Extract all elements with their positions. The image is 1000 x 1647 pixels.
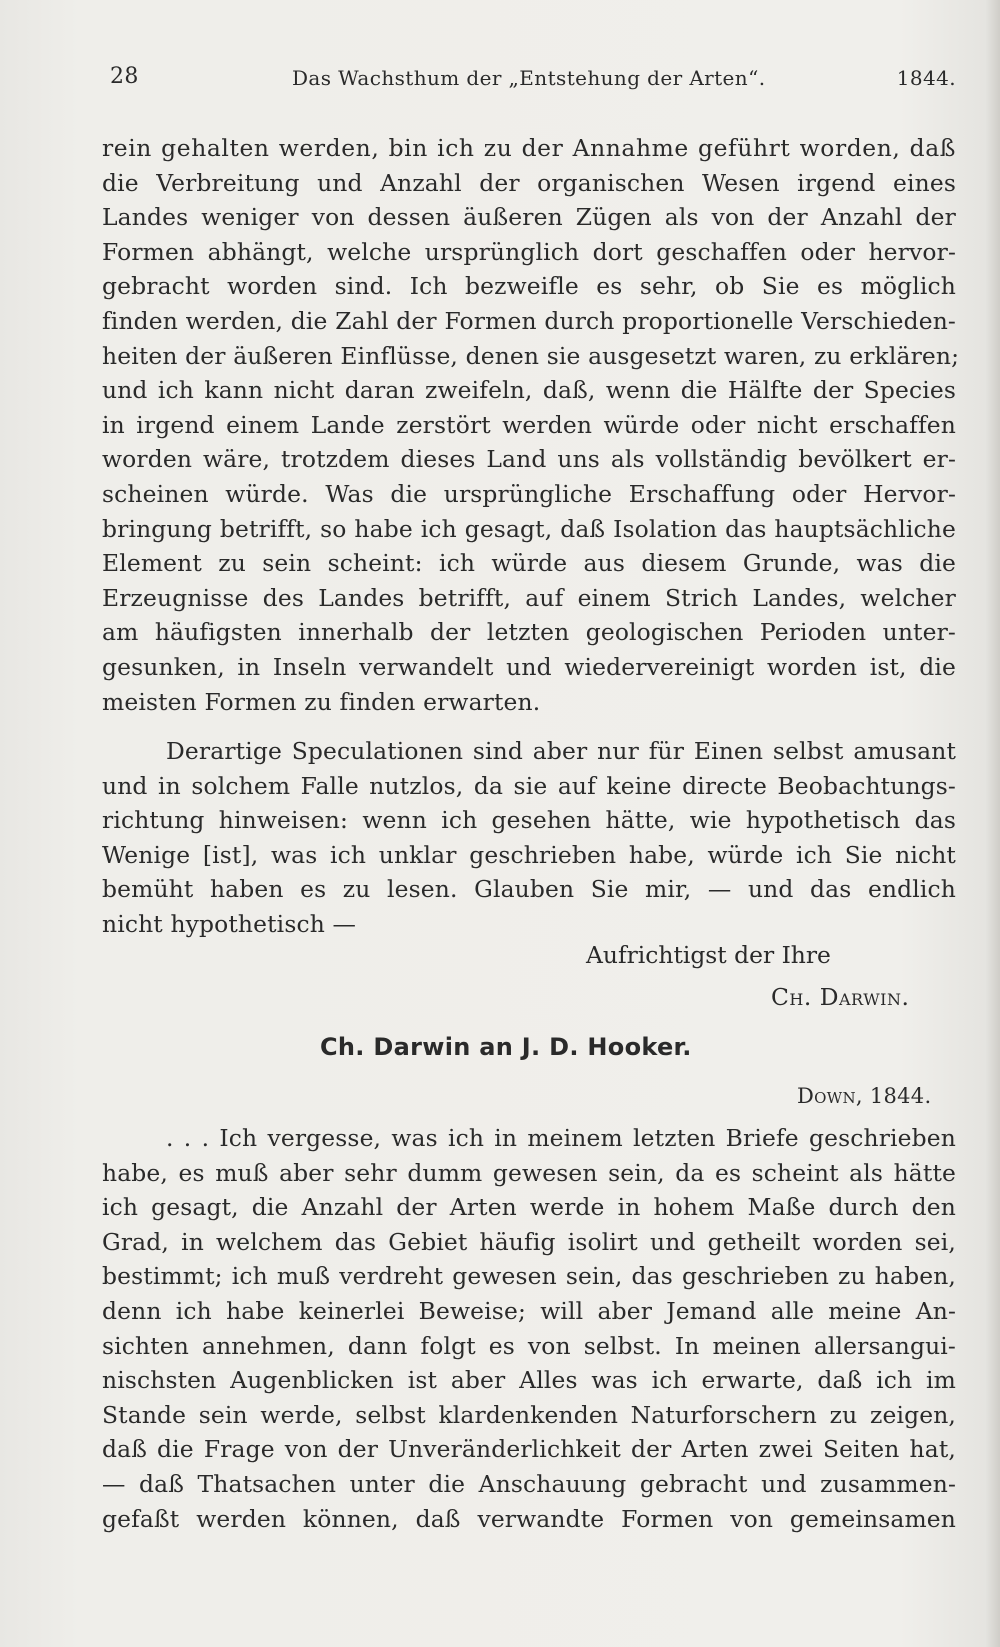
text-line: bringung betrifft, so habe ich gesagt, daß Isolation das hauptsächliche — [102, 514, 956, 543]
letter-body — [102, 1121, 956, 1536]
text-line: gesunken, in Inseln verwandelt und wiedervereinigt worden ist, die — [102, 652, 956, 681]
running-title: Das Wachsthum der „Entstehung der Arten“. — [292, 66, 766, 90]
letter-heading: Ch. Darwin an J. D. Hooker. — [320, 1033, 692, 1061]
letter-place-date: Down, 1844. — [797, 1084, 932, 1108]
text-line: habe, es muß aber sehr dumm gewesen sein, da es scheint als hätte — [102, 1158, 956, 1187]
text-line: gefaßt werden können, daß verwandte Formen von gemeinsamen — [102, 1504, 956, 1533]
text-line: ich gesagt, die Anzahl der Arten werde in hohem Maße durch den — [102, 1193, 956, 1222]
text-line: Element zu sein scheint: ich würde aus diesem Grunde, was die — [102, 549, 956, 578]
page-number: 28 — [110, 64, 139, 89]
text-line: bestimmt; ich muß verdreht gewesen sein, das geschrieben zu haben, — [102, 1262, 956, 1291]
text-line: am häufigsten innerhalb der letzten geologischen Perioden unter- — [102, 618, 956, 647]
text-line: worden wäre, trotzdem dieses Land uns als vollständig bevölkert er- — [102, 445, 956, 474]
text-line: meisten Formen zu finden erwarten. — [102, 687, 541, 716]
text-line: in irgend einem Lande zerstört werden würde oder nicht erschaffen — [102, 410, 956, 439]
text-line: nischsten Augenblicken ist aber Alles was ich erwarte, daß ich im — [102, 1366, 956, 1395]
running-header — [108, 60, 960, 100]
text-line: und in solchem Falle nutzlos, da sie auf keine directe Beobachtungs- — [102, 771, 956, 800]
text-line: Stande sein werde, selbst klardenkenden Naturforschern zu zeigen, — [102, 1400, 956, 1429]
text-line: denn ich habe keinerlei Beweise; will aber Jemand alle meine An- — [102, 1296, 956, 1325]
text-line: heiten der äußeren Einflüsse, denen sie ausgesetzt waren, zu erklären; — [102, 341, 960, 370]
text-line: bemüht haben es zu lesen. Glauben Sie mir, — und das endlich — [102, 875, 956, 904]
text-line: gebracht worden sind. Ich bezweifle es sehr, ob Sie es möglich — [102, 272, 956, 301]
text-line: — daß Thatsachen unter die Anschauung gebracht und zusammen- — [102, 1469, 956, 1498]
text-line: scheinen würde. Was die ursprüngliche Erschaffung oder Hervor- — [102, 479, 956, 508]
text-line: . . . Ich vergesse, was ich in meinem letzten Briefe geschrieben — [166, 1124, 956, 1152]
text-line: Wenige [ist], was ich unklar geschrieben habe, würde ich Sie nicht — [102, 840, 956, 869]
text-line: nicht hypothetisch — — [102, 909, 357, 938]
text-line: und ich kann nicht daran zweifeln, daß, wenn die Hälfte der Species — [102, 376, 956, 405]
text-line: die Verbreitung und Anzahl der organischen Wesen irgend eines — [102, 168, 956, 197]
text-line: Grad, in welchem das Gebiet häufig isolirt und getheilt worden sei, — [102, 1227, 956, 1256]
closing-salutation: Aufrichtigst der Ihre — [586, 941, 831, 969]
header-year: 1844. — [896, 66, 956, 90]
signature: Ch. Darwin. — [771, 983, 910, 1011]
text-line: rein gehalten werden, bin ich zu der Annahme geführt worden, daß — [102, 134, 956, 162]
text-line: Erzeugnisse des Landes betrifft, auf einem Strich Landes, welcher — [102, 583, 956, 612]
text-line: finden werden, die Zahl der Formen durch proportionelle Verschieden- — [102, 306, 956, 335]
paragraph-speculationen — [102, 734, 956, 942]
text-line: richtung hinweisen: wenn ich gesehen hätte, wie hypothetisch das — [102, 806, 956, 835]
text-line: sichten annehmen, dann folgt es von selbst. In meinen allersangui- — [102, 1331, 956, 1360]
text-line: Formen abhängt, welche ursprünglich dort geschaffen oder hervor- — [102, 237, 956, 266]
paragraph-continuation — [102, 131, 960, 719]
text-line: daß die Frage von der Unveränderlichkeit der Arten zwei Seiten hat, — [102, 1435, 956, 1464]
text-line: Landes weniger von dessen äußeren Zügen als von der Anzahl der — [102, 203, 956, 232]
text-line: Derartige Speculationen sind aber nur für Einen selbst amusant — [166, 737, 956, 765]
page-edge-shadow — [986, 0, 1000, 1647]
